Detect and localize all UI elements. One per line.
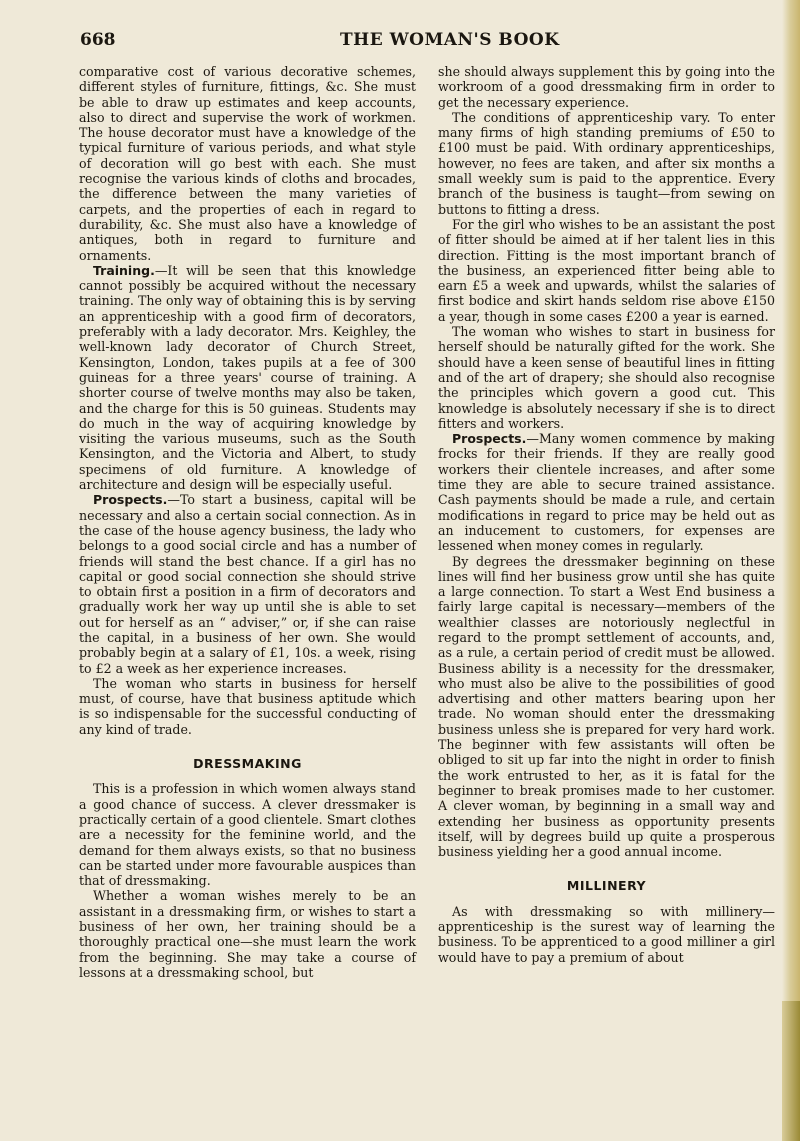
paragraph: For the girl who wishes to be an assistant the post of fitter should be aimed at if her talent lies in this direction. Fitting is the most important branch of the business, an experienced fitter being able to earn £5 a week and upwards, whilst the salaries of first bodice and skirt hands seldom rise above £150 a year, though in some cases £200 a year is earned. bbox=[438, 216, 775, 324]
run-in-heading-prospects: Prospects. bbox=[93, 492, 168, 508]
paragraph: By degrees the dressmaker beginning on these lines will find her business grow until she has quite a large connection. To start a West End business a fairly large capital is necessary—members of the wealthier classes are notoriously neglectful in regard to the prompt settlement of accounts, and, as a rule, a certain period of credit must be allowed. Business ability is a necessity for the dressmaker, who must also be alive to the possibilities of good advertising and other matters bearing upon her trade. No woman should enter the dressmaking business unless she is prepared for very hard work. The beginner with few assistants will often be obliged to sit up far into the night in order to finish the work entrusted to her, as it is fatal for the beginner to break promises made to her customer. A clever woman, by beginning in a small way and extending her business as opportunity presents itself, will by degrees build up quite a prosperous business yielding her a good annual income. bbox=[438, 553, 775, 860]
paragraph: As with dressmaking so with millinery—apprenticeship is the surest way of learning the business. To be apprenticed to a good milliner a girl would have to pay a premium of about bbox=[438, 903, 775, 965]
paragraph-text: —Many women commence by making frocks for their friends. If they are really good workers their clientele increases, and after some time they are able to secure trained assistance. Cash payments should be made a rule, and certain modifications in regard to price may be held out as an inducement to customers, for expenses are lessened when money comes in regularly. bbox=[438, 431, 775, 554]
running-title: THE WOMAN'S BOOK bbox=[340, 30, 560, 50]
run-in-heading-training: Training. bbox=[93, 262, 155, 278]
paragraph: The woman who wishes to start in business for herself should be naturally gifted for the work. She should have a keen sense of beautiful lines in fitting and of the art of drapery; she should also recognise the principles which govern a good cut. This knowledge is absolutely necessary if she is to direct fitters and workers. bbox=[438, 324, 775, 431]
paragraph-prospects bbox=[79, 492, 416, 676]
page-edge-shadow bbox=[782, 1001, 800, 1141]
paragraph: The conditions of apprenticeship vary. To enter many firms of high standing premiums of £50 to £100 must be paid. With ordinary apprenticeships, however, no fees are taken, and after six months a small weekly sum is paid to the apprentice. Every branch of the business is taught—from sewing on buttons to fitting a dress. bbox=[438, 109, 775, 217]
paragraph-text: —To start a business, capital will be necessary and also a certain social connection. As in the case of the house agency business, the lady who belongs to a good social circle and has a number of friends will stand the best chance. If a girl has no capital or good social connection she should strive to obtain first a position in a firm of decorators and gradually work her way up until she is able to set out for herself as an “ adviser,” or, if she can raise the capital, in a business of her own. She would probably begin at a salary of £1, 10s. a week, rising to £2 a week as her experience increases. bbox=[79, 492, 416, 676]
paragraph: comparative cost of various decorative schemes, different styles of furniture, fittings, &c. She must be able to draw up estimates and keep accounts, also to direct and supervise the work of workmen. The house decorator must have a knowledge of the typical furniture of various periods, and what style of decoration will go best with each. She must recognise the various kinds of cloths and brocades, the difference between the many varieties of carpets, and the properties of each in regard to durability, &c. She must also have a knowledge of antiques, both in regard to furniture and ornaments. bbox=[79, 64, 416, 263]
paragraph-prospects bbox=[438, 431, 775, 553]
paragraph: The woman who starts in business for herself must, of course, have that business aptitude which is so indispensable for the successful conducting of any kind of trade. bbox=[79, 675, 416, 737]
section-heading-dressmaking: DRESSMAKING bbox=[193, 756, 302, 772]
page-number: 668 bbox=[80, 30, 116, 50]
run-in-heading-prospects: Prospects. bbox=[452, 431, 527, 447]
paragraph-text: —It will be seen that this knowledge cannot possibly be acquired without the necessary training. The only way of obtaining this is by serving an apprenticeship with a good firm of decorators, preferably with a lady decorator. Mrs. Keighley, the well-known lady decorator of Church Street, Kensington, London, takes pupils at a fee of 300 guineas for a three years' course of training. A shorter course of twelve months may also be taken, and the charge for this is 50 guineas. Students may do much in the way of acquiring knowledge by visiting the various museums, such as the South Kensington, and the Victoria and Albert, to study specimens of old furniture. A knowledge of architecture and design will be especially useful. bbox=[79, 262, 416, 493]
left-column bbox=[79, 64, 416, 980]
right-column bbox=[438, 64, 775, 965]
page-header bbox=[80, 30, 780, 54]
paragraph: she should always supplement this by going into the workroom of a good dressmaking firm in order to get the necessary experience. bbox=[438, 64, 775, 110]
paragraph-training bbox=[79, 263, 416, 492]
page-edge bbox=[782, 0, 800, 1141]
paragraph: This is a profession in which women always stand a good chance of success. A clever dressmaker is practically certain of a good clientele. Smart clothes are a necessity for the feminine world, and the demand for them always exists, so that no business can be started under more favourable auspices than that of dressmaking. bbox=[79, 781, 416, 889]
section-heading-millinery: MILLINERY bbox=[566, 878, 647, 894]
paragraph: Whether a woman wishes merely to be an assistant in a dressmaking firm, or wishes to start a business of her own, her training should be a thoroughly practical one—she must learn the work from the beginning. She may take a course of lessons at a dressmaking school, but bbox=[79, 888, 416, 980]
